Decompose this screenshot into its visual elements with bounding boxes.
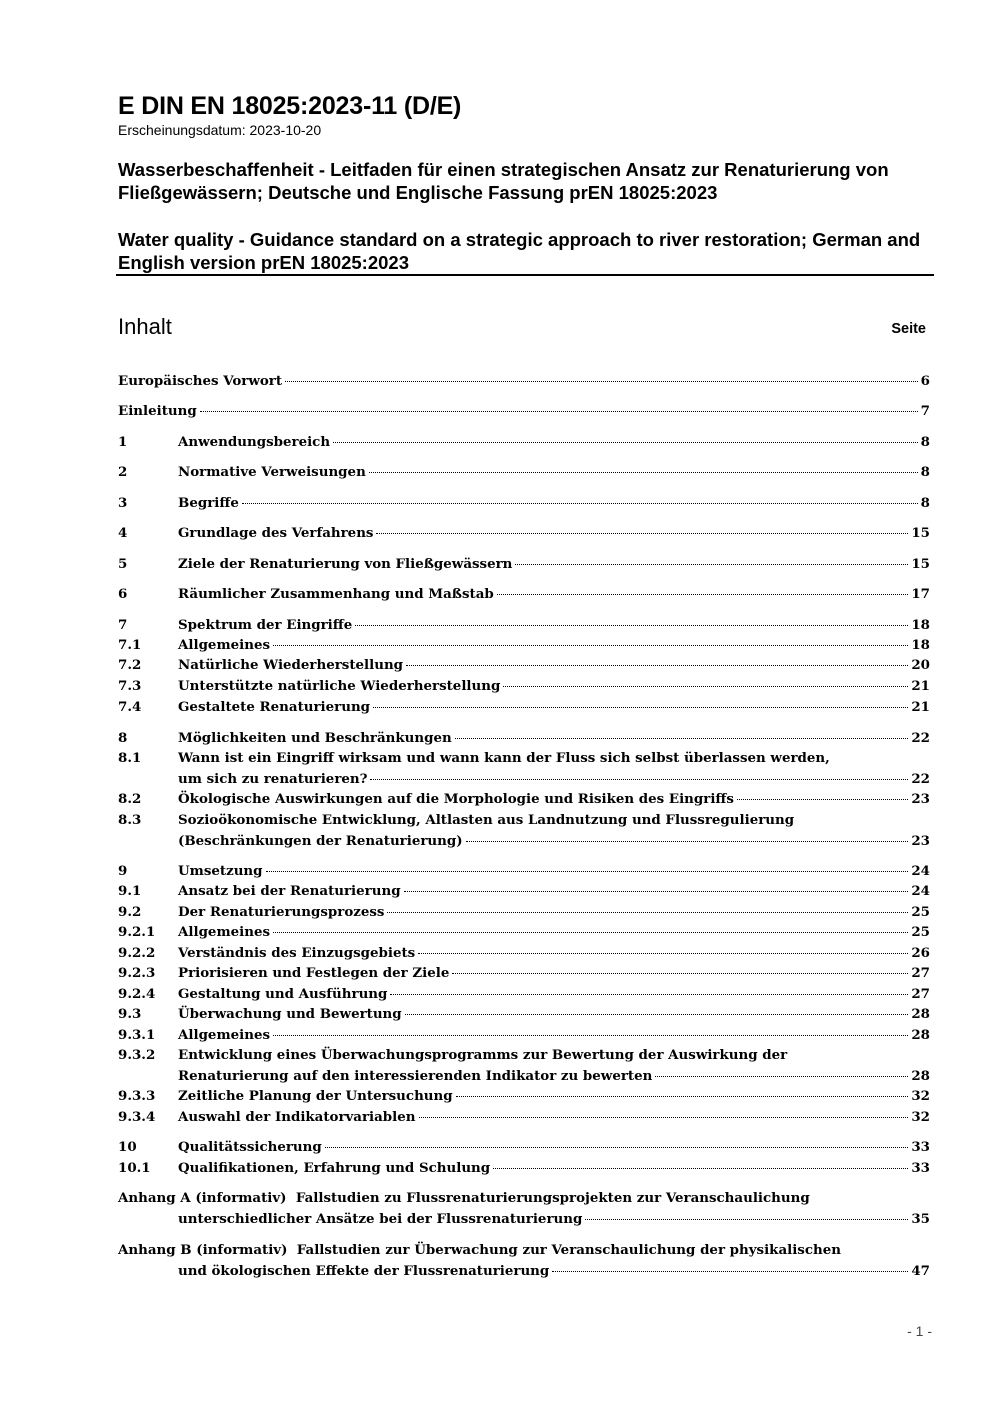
toc-entry-page: 15	[911, 525, 930, 541]
toc-entry-page: 24	[911, 863, 930, 879]
toc-leader	[497, 594, 909, 595]
toc-entry[interactable]	[118, 401, 930, 422]
toc-entry-page: 7	[920, 403, 930, 419]
toc-entry-number: 10.1	[118, 1160, 151, 1176]
toc-entry-page: 28	[911, 1067, 930, 1084]
toc-entry-page: 8	[920, 495, 930, 511]
toc-entry-title-line1: Wann ist ein Eingriff wirksam und wann kann der Fluss sich selbst überlassen werden,	[178, 750, 830, 766]
toc-entry-title: Normative Verweisungen	[178, 464, 366, 480]
toc-entry-title-line1: Fallstudien zu Flussrenaturierungsprojekten zur Veranschaulichung	[295, 1190, 810, 1206]
toc-entry[interactable]	[118, 462, 930, 483]
toc-entry[interactable]	[118, 371, 930, 392]
toc-leader	[370, 779, 908, 780]
toc-entry-title: Spektrum der Eingriffe	[178, 617, 353, 633]
toc-leader	[466, 841, 909, 842]
toc-leader	[390, 994, 908, 995]
toc-entry[interactable]	[118, 697, 930, 718]
toc-entry[interactable]	[118, 1086, 930, 1107]
toc-entry[interactable]	[118, 523, 930, 544]
toc-entry[interactable]	[118, 1004, 930, 1025]
toc-entry[interactable]	[118, 1045, 930, 1086]
toc-entry[interactable]	[118, 902, 930, 923]
toc-entry[interactable]	[118, 984, 930, 1005]
toc-entry-title: Der Renaturierungsprozess	[178, 904, 385, 920]
toc-entry-number: 9.3.1	[118, 1027, 156, 1043]
toc-entry-number: 4	[118, 525, 128, 541]
toc-leader	[405, 1014, 909, 1015]
toc-entry-number: 9.2.3	[118, 965, 156, 981]
toc-leader	[387, 912, 908, 913]
toc-entry-number: 8.3	[118, 812, 142, 828]
toc-entry-number: 9.2.1	[118, 924, 156, 940]
toc-entry[interactable]	[118, 554, 930, 575]
toc-leader	[655, 1076, 908, 1077]
toc-entry-title: Unterstützte natürliche Wiederherstellung	[178, 678, 501, 694]
toc-entry-number: 1	[118, 434, 128, 450]
toc-entry-number: 9.3.4	[118, 1109, 156, 1125]
toc-entry[interactable]	[118, 748, 930, 789]
toc-leader	[325, 1147, 909, 1148]
toc-entry-page: 8	[920, 464, 930, 480]
toc-entry[interactable]	[118, 1025, 930, 1046]
toc-leader	[503, 686, 908, 687]
toc-entry-title: Allgemeines	[178, 637, 271, 653]
toc-entry-title: Ansatz bei der Renaturierung	[178, 883, 401, 899]
toc-entry-number: 7	[118, 617, 128, 633]
toc-entry[interactable]	[118, 635, 930, 656]
toc-leader	[737, 799, 908, 800]
toc-leader	[333, 442, 918, 443]
toc-entry-title: Auswahl der Indikatorvariablen	[178, 1109, 416, 1125]
toc-entry-number: 9.2.4	[118, 986, 156, 1002]
toc-leader	[273, 932, 908, 933]
toc-entry-page: 47	[911, 1262, 930, 1279]
toc-entry-number: Anhang B (informativ)	[118, 1242, 288, 1258]
toc-page-column-label: Seite	[891, 321, 926, 337]
toc-entry-number: 8.1	[118, 750, 142, 766]
toc-entry-number: 9.3.2	[118, 1047, 156, 1063]
toc-entry-page: 18	[911, 637, 930, 653]
toc-entry-number: 9.3.3	[118, 1088, 156, 1104]
toc-entry-page: 28	[911, 1027, 930, 1043]
toc-entry-title: Verständnis des Einzugsgebiets	[178, 945, 416, 961]
toc-entry[interactable]	[118, 728, 930, 749]
toc-entry-number: 3	[118, 495, 128, 511]
toc-leader	[456, 1096, 909, 1097]
toc-entry[interactable]	[118, 789, 930, 810]
toc-entry-page: 23	[911, 832, 930, 849]
toc-leader	[418, 953, 908, 954]
toc-entry-title: Qualitätssicherung	[178, 1139, 322, 1155]
toc-entry-page: 25	[911, 924, 930, 940]
toc-entry-title: Gestaltung und Ausführung	[178, 986, 388, 1002]
toc-entry-number: 5	[118, 556, 128, 572]
toc-leader	[452, 973, 908, 974]
toc-leader	[493, 1168, 908, 1169]
toc-entry-page: 28	[911, 1006, 930, 1022]
toc-entry-page: 35	[911, 1210, 930, 1227]
toc-leader	[404, 891, 909, 892]
toc-leader	[273, 1035, 908, 1036]
toc-entry-number: 2	[118, 464, 128, 480]
toc-entry-title: Allgemeines	[178, 924, 271, 940]
toc-heading: Inhalt	[118, 314, 172, 339]
toc-entry-page: 8	[920, 434, 930, 450]
toc-entry[interactable]	[118, 881, 930, 902]
toc-entry[interactable]	[118, 861, 930, 882]
toc-entry[interactable]	[118, 943, 930, 964]
title-german: Wasserbeschaffenheit - Leitfaden für einen strategischen Ansatz zur Renaturierung von Fließgewässern; Deutsche und Englische Fassung prEN 18025:2023	[118, 159, 889, 203]
toc-entry[interactable]	[118, 655, 930, 676]
toc-entry[interactable]	[118, 810, 930, 851]
toc-entry-page: 33	[911, 1160, 930, 1176]
toc-entry-number: 7.2	[118, 657, 142, 673]
toc-entry-title: Allgemeines	[178, 1027, 271, 1043]
toc-entry-title: Einleitung	[118, 403, 197, 419]
toc-leader	[369, 472, 918, 473]
toc-entry-number: 9	[118, 863, 128, 879]
toc-entry-title: Möglichkeiten und Beschränkungen	[178, 730, 452, 746]
toc-entry-title: (Beschränkungen der Renaturierung)	[178, 832, 463, 849]
toc-leader	[355, 625, 908, 626]
toc-entry-page: 17	[911, 586, 930, 602]
toc-entry-page: 27	[911, 965, 930, 981]
toc-entry-page: 18	[911, 617, 930, 633]
toc-entry-number: 9.2	[118, 904, 142, 920]
toc-leader	[419, 1117, 909, 1118]
toc-entry-page: 15	[911, 556, 930, 572]
toc-entry-page: 32	[911, 1088, 930, 1104]
toc-leader	[273, 645, 908, 646]
toc-leader	[373, 707, 908, 708]
toc-entry-number: 7.1	[118, 637, 142, 653]
toc-entry-title: und ökologischen Effekte der Flussrenaturierung	[178, 1262, 550, 1279]
toc-entry-number: 8	[118, 730, 128, 746]
toc-entry-page: 24	[911, 883, 930, 899]
page-number: - 1 -	[907, 1323, 932, 1339]
toc-entry-annex-a[interactable]	[118, 1188, 930, 1229]
toc-entry[interactable]	[118, 922, 930, 943]
toc-entry-number: 8.2	[118, 791, 142, 807]
toc-entry-page: 22	[911, 770, 930, 787]
title-english: Water quality - Guidance standard on a strategic approach to river restoration; German and English version prEN 18025:2023	[118, 229, 921, 273]
document-id: E DIN EN 18025:2023-11 (D/E)	[118, 92, 462, 120]
toc-entry-title: Renaturierung auf den interessierenden Indikator zu bewerten	[178, 1067, 653, 1084]
toc-entry-page: 21	[911, 678, 930, 694]
toc-entry-title: Räumlicher Zusammenhang und Maßstab	[178, 586, 494, 602]
toc-entry-title: um sich zu renaturieren?	[178, 770, 368, 787]
toc-entry-title: Begriffe	[178, 495, 239, 511]
toc-entry-number: 6	[118, 586, 128, 602]
toc-leader	[515, 564, 908, 565]
toc-entry-title: unterschiedlicher Ansätze bei der Flussrenaturierung	[178, 1210, 583, 1227]
toc-entry[interactable]	[118, 432, 930, 453]
toc-entry-page: 27	[911, 986, 930, 1002]
toc-entry-title: Zeitliche Planung der Untersuchung	[178, 1088, 453, 1104]
toc-entry-title: Überwachung und Bewertung	[178, 1006, 402, 1022]
toc-entry-title: Priorisieren und Festlegen der Ziele	[178, 965, 450, 981]
toc-entry-title: Ökologische Auswirkungen auf die Morphologie und Risiken des Eingriffs	[178, 791, 734, 807]
toc-leader	[585, 1219, 908, 1220]
toc-entry[interactable]	[118, 493, 930, 514]
toc-entry[interactable]	[118, 1107, 930, 1128]
toc-entry-annex-b[interactable]	[118, 1240, 930, 1281]
toc-entry-number: 9.1	[118, 883, 142, 899]
toc-entry-title-line1: Entwicklung eines Überwachungsprogramms zur Bewertung der Auswirkung der	[178, 1047, 788, 1063]
toc-entry-title-line1: Sozioökonomische Entwicklung, Altlasten aus Landnutzung und Flussregulierung	[178, 812, 795, 828]
toc-entry-page: 22	[911, 730, 930, 746]
toc-entry[interactable]	[118, 963, 930, 984]
toc-entry-number: 9.3	[118, 1006, 142, 1022]
toc-entry-page: 26	[911, 945, 930, 961]
toc-entry-page: 23	[911, 791, 930, 807]
toc-entry-title: Ziele der Renaturierung von Fließgewässern	[178, 556, 513, 572]
toc-leader	[242, 503, 918, 504]
toc-entry-number: 10	[118, 1139, 137, 1155]
toc-entry-title: Umsetzung	[178, 863, 263, 879]
toc-leader	[552, 1271, 908, 1272]
toc-entry-title-line1: Fallstudien zur Überwachung zur Veranschaulichung der physikalischen	[296, 1242, 841, 1258]
toc-entry-title: Grundlage des Verfahrens	[178, 525, 374, 541]
toc-entry-page: 32	[911, 1109, 930, 1125]
toc-entry-page: 33	[911, 1139, 930, 1155]
toc-entry[interactable]	[118, 676, 930, 697]
toc-entry-title: Europäisches Vorwort	[118, 373, 283, 389]
header-divider	[116, 274, 934, 276]
toc-leader	[266, 871, 909, 872]
toc-entry-page: 6	[920, 373, 930, 389]
toc-entry[interactable]	[118, 1158, 930, 1179]
publication-date: Erscheinungsdatum: 2023-10-20	[118, 122, 322, 138]
toc-entry-title: Gestaltete Renaturierung	[178, 699, 371, 715]
toc-entry-title: Natürliche Wiederherstellung	[178, 657, 404, 673]
toc-entry-page: 21	[911, 699, 930, 715]
toc-entry[interactable]	[118, 615, 930, 636]
toc-entry-number: 7.3	[118, 678, 142, 694]
toc-entry-page: 25	[911, 904, 930, 920]
toc-leader	[406, 665, 908, 666]
toc-entry-page: 20	[911, 657, 930, 673]
toc-leader	[285, 381, 918, 382]
toc-entry-title: Qualifikationen, Erfahrung und Schulung	[178, 1160, 491, 1176]
toc-entry-title: Anwendungsbereich	[178, 434, 331, 450]
toc-leader	[376, 533, 908, 534]
toc-entry[interactable]	[118, 1137, 930, 1158]
toc-entry-number: Anhang A (informativ)	[118, 1190, 287, 1206]
toc-entry-number: 7.4	[118, 699, 142, 715]
toc-leader	[455, 738, 909, 739]
toc-leader	[200, 411, 918, 412]
toc-entry[interactable]	[118, 584, 930, 605]
toc-entry-number: 9.2.2	[118, 945, 156, 961]
